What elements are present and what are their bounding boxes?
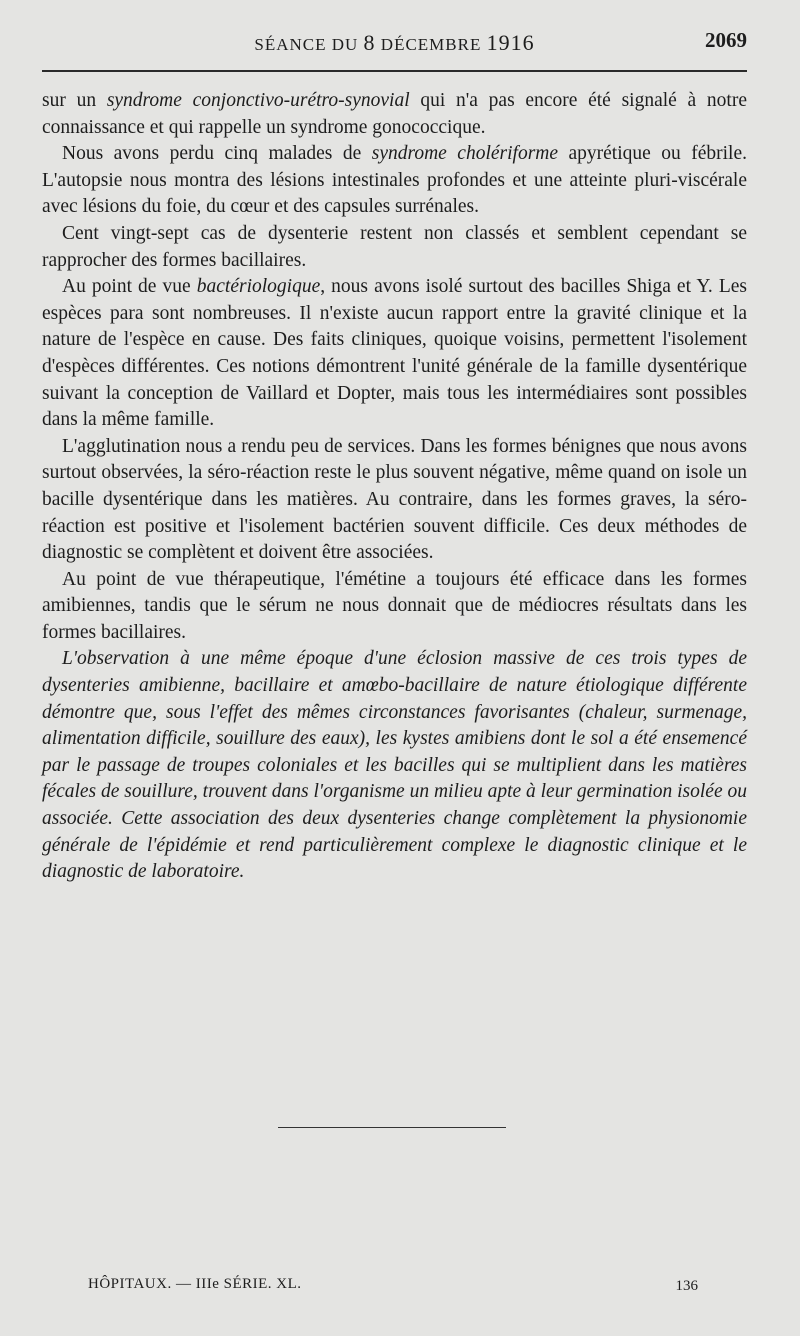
paragraph-7-conclusion: L'observation à une même époque d'une éclosion massive de ces trois types de dysenteries amibienne, bacillaire et amœbo-bacillaire de nature étiologique différente démontre que, sous l'effet des mêmes circonstances favorisantes (chaleur, surmenage, alimentation difficile, souillure des eaux), les kystes amibiens dont le sol a été ensemencé par le passage de troupes coloniales et les bacilles qui se multiplient dans les matières fécales de souillure, trouvent dans l'organisme un milieu apte à leur germination isolée ou associée. Cette association des deux dysenteries change complètement la physionomie générale de l'épidémie et rend particulièrement complexe le diagnostic clinique et le diagnostic de laboratoire. [42,648,747,883]
running-title-prefix: SÉANCE DU [254,35,364,54]
running-title-day: 8 [363,30,376,55]
header-rule [42,70,747,72]
running-title-month: DÉCEMBRE [375,35,487,54]
footer-sheet-number: 136 [675,1278,698,1294]
running-head [42,28,747,58]
footer [88,1276,698,1302]
section-end-rule [278,1127,506,1128]
footer-signature: HÔPITAUX. — IIIe SÉRIE. XL. [88,1276,302,1292]
paragraph-2: Nous avons perdu cinq malades de syndrome cholériforme apyrétique ou fébrile. L'autopsie nous montra des lésions intestinales profondes et une atteinte pluri-viscérale avec lésions du foie, du cœur et des capsules surrénales. [42,143,747,218]
term-syndrome-choleriforme: syndrome cholériforme [371,143,559,165]
page-number: 2069 [705,28,747,52]
term-bacteriologique: bactériologique [196,276,321,298]
paragraph-6: Au point de vue thérapeutique, l'émétine a toujours été efficace dans les formes amibiennes, tandis que le sérum ne nous donnait que de médiocres résultats dans les formes bacillaires. [42,568,747,643]
paragraph-5: L'agglutination nous a rendu peu de services. Dans les formes bénignes que nous avons surtout observées, la séro-réaction reste le plus souvent négative, même quand on isole un bacille dysentérique dans les matières. Au contraire, dans les formes graves, la séro-réaction est positive et l'isolement bactérien souvent difficile. Ces deux méthodes de diagnostic se complètent et doivent être associées. [42,435,747,564]
paragraph-1: sur un syndrome conjonctivo-urétro-synovial qui n'a pas encore été signalé à notre connaissance et qui rappelle un syndrome gonococcique. [42,90,747,138]
paragraph-3: Cent vingt-sept cas de dysenterie restent non classés et semblent cependant se rapprocher des formes bacillaires. [42,222,747,271]
term-syndrome-conjonctivo: syndrome conjonctivo-urétro-synovial [106,90,410,111]
running-title [42,30,747,56]
running-title-year: 1916 [486,30,535,55]
body-text [42,88,747,886]
paragraph-4: Au point de vue bactériologique, nous avons isolé surtout des bacilles Shiga et Y. Les espèces para sont nombreuses. Il n'existe aucun rapport entre la gravité clinique et la nature de l'espèce en cause. Des faits cliniques, quoique voisins, permettent l'isolement d'espèces différentes. Ces notions démontrent l'unité générale de la famille dysentérique suivant la conception de Vaillard et Dopter, mais tous les intermédiaires sont possibles dans la même famille. [42,276,748,431]
